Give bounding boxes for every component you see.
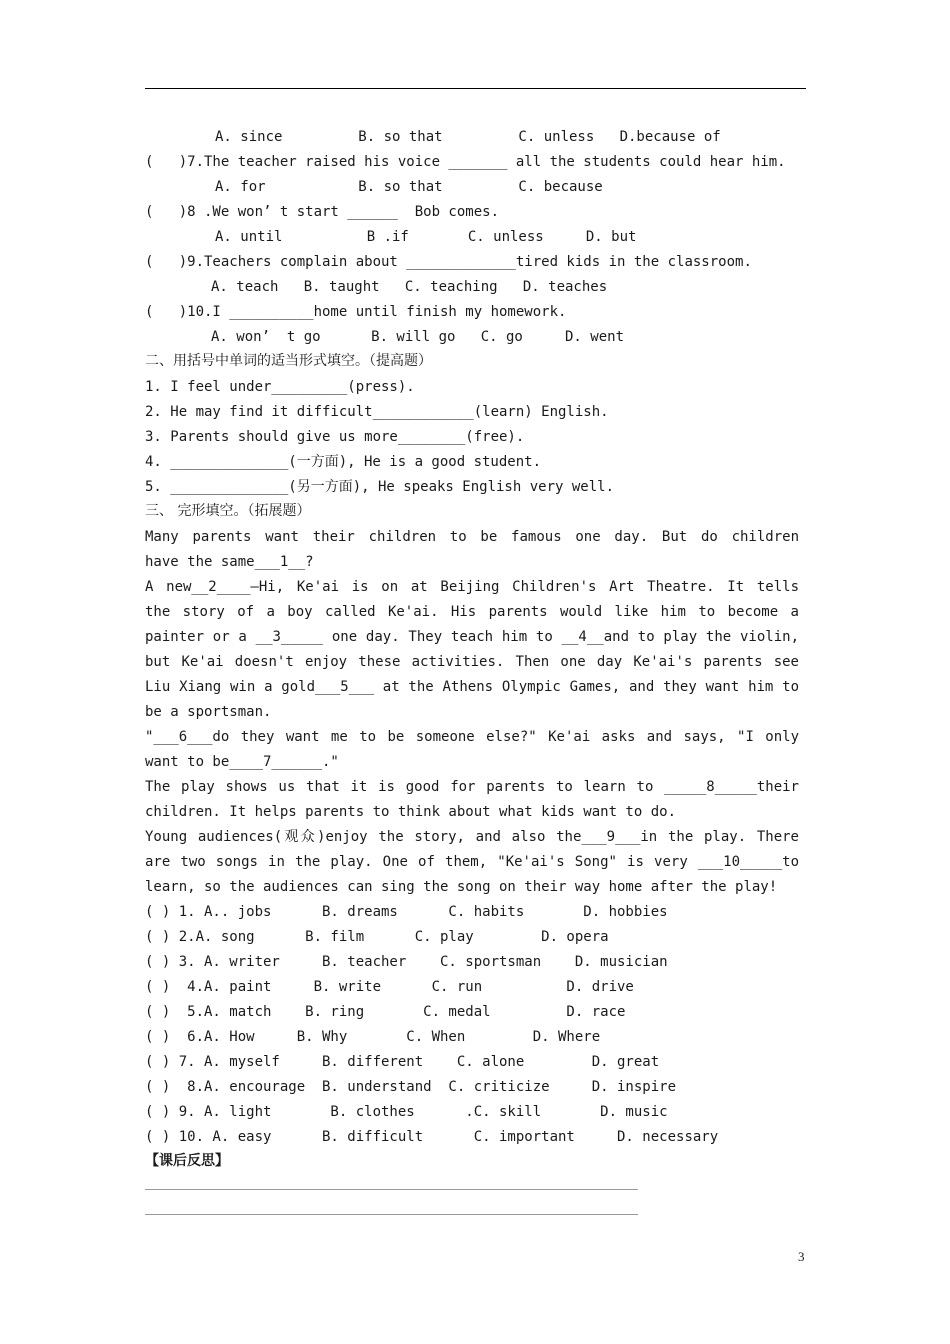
cloze-options-5: ( ) 5.A. match B. ring C. medal D. race <box>145 1004 626 1020</box>
passage-line: the story of a boy called Ke'ai. His parents would like him to become a <box>145 604 799 620</box>
passage-line: Many parents want their children to be famous one day. But do children <box>145 529 799 545</box>
passage-line: have the same___1__? <box>145 554 314 570</box>
cloze-options-3: ( ) 3. A. writer B. teacher C. sportsman D. musician <box>145 954 668 970</box>
cloze-options-6: ( ) 6.A. How B. Why C. When D. Where <box>145 1029 601 1045</box>
fill-item-1: 1. I feel under_________(press). <box>145 379 415 395</box>
options-q8: A. until B .if C. unless D. but <box>215 229 637 245</box>
cloze-options-10: ( ) 10. A. easy B. difficult C. important D. necessary <box>145 1129 719 1145</box>
fill-item-4: 4. ______________(一方面), He is a good student. <box>145 454 542 470</box>
question-7: ( )7.The teacher raised his voice _______ all the students could hear him. <box>145 154 786 170</box>
section-3-heading: 三、 完形填空。（拓展题） <box>145 503 311 519</box>
options-q7: A. for B. so that C. because <box>215 179 603 195</box>
cloze-options-2: ( ) 2.A. song B. film C. play D. opera <box>145 929 609 945</box>
passage-line: want to be____7______." <box>145 754 339 770</box>
reflection-heading: 【课后反思】 <box>145 1153 229 1169</box>
passage-line: children. It helps parents to think about what kids want to do. <box>145 804 677 820</box>
options-q9: A. teach B. taught C. teaching D. teaches <box>211 279 608 295</box>
passage-line: "___6___do they want me to be someone else?" Ke'ai asks and says, "I only <box>145 729 799 745</box>
question-8: ( )8 .We won’ t start ______ Bob comes. <box>145 204 500 220</box>
reflection-writing-line <box>145 1214 638 1215</box>
question-10: ( )10.I __________home until finish my homework. <box>145 304 567 320</box>
question-9: ( )9.Teachers complain about _____________tired kids in the classroom. <box>145 254 752 270</box>
passage-line: painter or a __3_____ one day. They teach him to __4__and to play the violin, <box>145 629 799 645</box>
fill-item-5: 5. ______________(另一方面), He speaks English very well. <box>145 479 615 495</box>
cloze-options-7: ( ) 7. A. myself B. different C. alone D. great <box>145 1054 660 1070</box>
passage-line: A new__2____—Hi, Ke'ai is on at Beijing Children's Art Theatre. It tells <box>145 579 799 595</box>
section-2-heading: 二、用括号中单词的适当形式填空。（提高题） <box>145 353 432 369</box>
cloze-options-9: ( ) 9. A. light B. clothes .C. skill D. music <box>145 1104 668 1120</box>
page-number: 3 <box>798 1249 805 1264</box>
reflection-writing-line <box>145 1189 638 1190</box>
cloze-options-1: ( ) 1. A.. jobs B. dreams C. habits D. hobbies <box>145 904 668 920</box>
fill-item-2: 2. He may find it difficult____________(learn) English. <box>145 404 609 420</box>
passage-line: Young audiences(观众)enjoy the story, and also the___9___in the play. There <box>145 829 799 845</box>
passage-line: are two songs in the play. One of them, "Ke'ai's Song" is very ___10_____to <box>145 854 799 870</box>
passage-line: be a sportsman. <box>145 704 272 720</box>
options-q10: A. won’ t go B. will go C. go D. went <box>211 329 625 345</box>
fill-item-3: 3. Parents should give us more________(free). <box>145 429 525 445</box>
passage-line: but Ke'ai doesn't enjoy these activities. Then one day Ke'ai's parents see <box>145 654 799 670</box>
passage-line: The play shows us that it is good for parents to learn to _____8_____their <box>145 779 799 795</box>
options-q6: A. since B. so that C. unless D.because of <box>215 129 721 145</box>
passage-line: Liu Xiang win a gold___5___ at the Athens Olympic Games, and they want him to <box>145 679 799 695</box>
passage-line: learn, so the audiences can sing the song on their way home after the play! <box>145 879 778 895</box>
cloze-options-8: ( ) 8.A. encourage B. understand C. criticize D. inspire <box>145 1079 677 1095</box>
header-rule <box>145 88 806 89</box>
cloze-options-4: ( ) 4.A. paint B. write C. run D. drive <box>145 979 634 995</box>
